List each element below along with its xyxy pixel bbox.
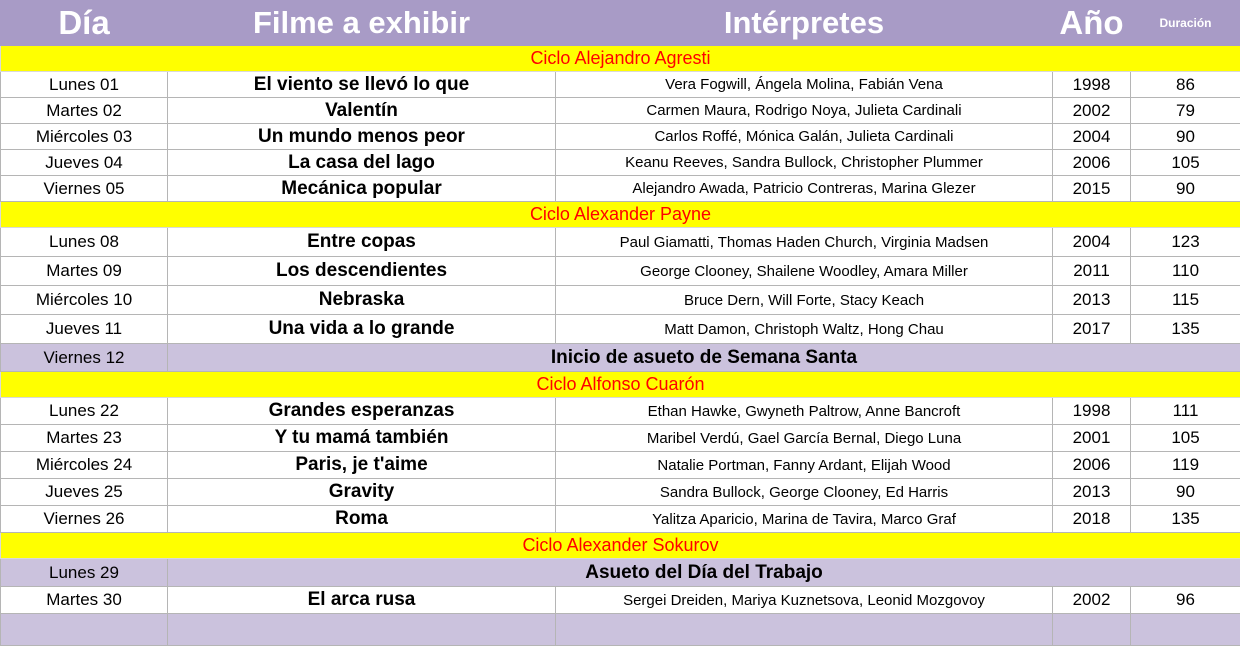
empty-cell: [556, 614, 1053, 646]
table-row: [1, 98, 1240, 124]
holiday-note: Inicio de asueto de Semana Santa: [168, 344, 1240, 372]
cycle-row: [1, 372, 1240, 398]
year-cell: 2004: [1053, 124, 1131, 150]
day-cell: Viernes 26: [1, 506, 168, 533]
table-row: [1, 257, 1240, 286]
cast-cell: Paul Giamatti, Thomas Haden Church, Virginia Madsen: [556, 228, 1053, 257]
year-cell: 2015: [1053, 176, 1131, 202]
film-title-cell: Gravity: [168, 479, 556, 506]
table-row: [1, 587, 1240, 614]
year-cell: 1998: [1053, 72, 1131, 98]
table-row: [1, 452, 1240, 479]
year-cell: 2013: [1053, 479, 1131, 506]
film-title-cell: Roma: [168, 506, 556, 533]
film-title-cell: Entre copas: [168, 228, 556, 257]
duration-cell: 110: [1131, 257, 1240, 286]
year-cell: 2004: [1053, 228, 1131, 257]
film-title-cell: Nebraska: [168, 286, 556, 315]
year-cell: 2018: [1053, 506, 1131, 533]
table-row: [1, 506, 1240, 533]
film-title-cell: Paris, je t'aime: [168, 452, 556, 479]
day-cell: Lunes 29: [1, 559, 168, 587]
duration-cell: 90: [1131, 176, 1240, 202]
empty-cell: [1, 614, 168, 646]
table-row: [1, 398, 1240, 425]
film-title-cell: La casa del lago: [168, 150, 556, 176]
header-film: Filme a exhibir: [168, 1, 556, 46]
cycle-title: Ciclo Alexander Sokurov: [1, 533, 1240, 559]
day-cell: Viernes 05: [1, 176, 168, 202]
duration-cell: 90: [1131, 124, 1240, 150]
duration-cell: 90: [1131, 479, 1240, 506]
empty-cell: [168, 614, 556, 646]
year-cell: 2011: [1053, 257, 1131, 286]
film-title-cell: Mecánica popular: [168, 176, 556, 202]
holiday-row: [1, 559, 1240, 587]
cycle-row: [1, 202, 1240, 228]
day-cell: Martes 09: [1, 257, 168, 286]
day-cell: Jueves 11: [1, 315, 168, 344]
day-cell: Lunes 01: [1, 72, 168, 98]
day-cell: Lunes 22: [1, 398, 168, 425]
duration-cell: 135: [1131, 315, 1240, 344]
cast-cell: Natalie Portman, Fanny Ardant, Elijah Wood: [556, 452, 1053, 479]
empty-row: [1, 614, 1240, 646]
table-row: [1, 479, 1240, 506]
cast-cell: Ethan Hawke, Gwyneth Paltrow, Anne Bancroft: [556, 398, 1053, 425]
table-row: [1, 425, 1240, 452]
duration-cell: 86: [1131, 72, 1240, 98]
table-row: [1, 176, 1240, 202]
header-year: Año: [1053, 1, 1131, 46]
film-title-cell: Los descendientes: [168, 257, 556, 286]
holiday-note: Asueto del Día del Trabajo: [168, 559, 1240, 587]
duration-cell: 111: [1131, 398, 1240, 425]
table-row: [1, 124, 1240, 150]
cycle-row: [1, 533, 1240, 559]
year-cell: 2013: [1053, 286, 1131, 315]
duration-cell: 79: [1131, 98, 1240, 124]
table-row: [1, 150, 1240, 176]
film-title-cell: El arca rusa: [168, 587, 556, 614]
holiday-row: [1, 344, 1240, 372]
table-row: [1, 315, 1240, 344]
year-cell: 2006: [1053, 150, 1131, 176]
duration-cell: 135: [1131, 506, 1240, 533]
cast-cell: Sandra Bullock, George Clooney, Ed Harris: [556, 479, 1053, 506]
cycle-row: [1, 46, 1240, 72]
day-cell: Lunes 08: [1, 228, 168, 257]
empty-cell: [1131, 614, 1240, 646]
day-cell: Martes 30: [1, 587, 168, 614]
film-title-cell: Un mundo menos peor: [168, 124, 556, 150]
table-row: [1, 72, 1240, 98]
year-cell: 2017: [1053, 315, 1131, 344]
day-cell: Jueves 25: [1, 479, 168, 506]
cast-cell: Vera Fogwill, Ángela Molina, Fabián Vena: [556, 72, 1053, 98]
duration-cell: 115: [1131, 286, 1240, 315]
cycle-title: Ciclo Alejandro Agresti: [1, 46, 1240, 72]
empty-cell: [1053, 614, 1131, 646]
year-cell: 2006: [1053, 452, 1131, 479]
day-cell: Martes 02: [1, 98, 168, 124]
cast-cell: Matt Damon, Christoph Waltz, Hong Chau: [556, 315, 1053, 344]
cast-cell: Keanu Reeves, Sandra Bullock, Christopher Plummer: [556, 150, 1053, 176]
header-duration: Duración: [1131, 1, 1240, 46]
film-title-cell: Grandes esperanzas: [168, 398, 556, 425]
cast-cell: Alejandro Awada, Patricio Contreras, Marina Glezer: [556, 176, 1053, 202]
duration-cell: 105: [1131, 150, 1240, 176]
cast-cell: Yalitza Aparicio, Marina de Tavira, Marco Graf: [556, 506, 1053, 533]
day-cell: Miércoles 10: [1, 286, 168, 315]
duration-cell: 96: [1131, 587, 1240, 614]
cast-cell: Carmen Maura, Rodrigo Noya, Julieta Cardinali: [556, 98, 1053, 124]
cast-cell: Maribel Verdú, Gael García Bernal, Diego Luna: [556, 425, 1053, 452]
film-title-cell: Una vida a lo grande: [168, 315, 556, 344]
duration-cell: 119: [1131, 452, 1240, 479]
day-cell: Martes 23: [1, 425, 168, 452]
cycle-title: Ciclo Alfonso Cuarón: [1, 372, 1240, 398]
table-row: [1, 286, 1240, 315]
duration-cell: 123: [1131, 228, 1240, 257]
cast-cell: George Clooney, Shailene Woodley, Amara Miller: [556, 257, 1053, 286]
table-row: [1, 228, 1240, 257]
header-day: Día: [1, 1, 168, 46]
year-cell: 1998: [1053, 398, 1131, 425]
year-cell: 2001: [1053, 425, 1131, 452]
day-cell: Miércoles 24: [1, 452, 168, 479]
cast-cell: Bruce Dern, Will Forte, Stacy Keach: [556, 286, 1053, 315]
cast-cell: Carlos Roffé, Mónica Galán, Julieta Cardinali: [556, 124, 1053, 150]
cycle-title: Ciclo Alexander Payne: [1, 202, 1240, 228]
cast-cell: Sergei Dreiden, Mariya Kuznetsova, Leonid Mozgovoy: [556, 587, 1053, 614]
film-title-cell: Y tu mamá también: [168, 425, 556, 452]
day-cell: Viernes 12: [1, 344, 168, 372]
header-row: [1, 1, 1240, 46]
film-title-cell: El viento se llevó lo que: [168, 72, 556, 98]
day-cell: Jueves 04: [1, 150, 168, 176]
duration-cell: 105: [1131, 425, 1240, 452]
year-cell: 2002: [1053, 587, 1131, 614]
header-cast: Intérpretes: [556, 1, 1053, 46]
year-cell: 2002: [1053, 98, 1131, 124]
day-cell: Miércoles 03: [1, 124, 168, 150]
film-title-cell: Valentín: [168, 98, 556, 124]
